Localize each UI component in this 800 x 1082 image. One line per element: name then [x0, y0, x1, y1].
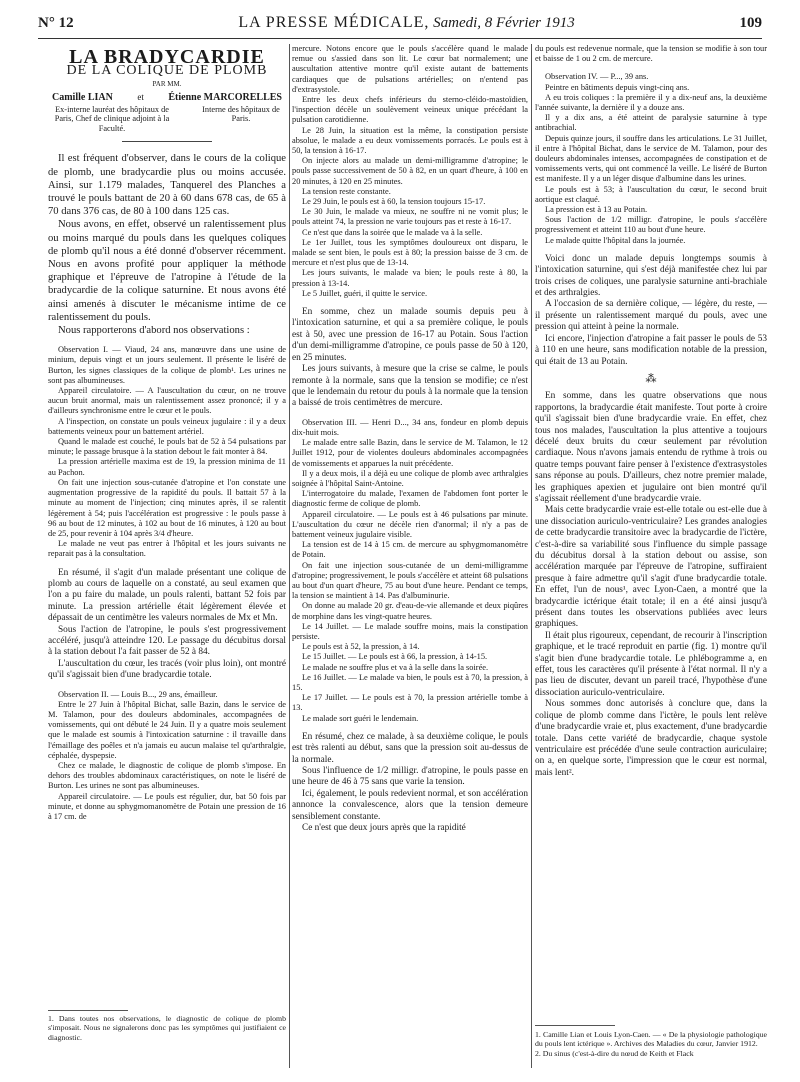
observation-paragraph: Le 15 Juillet. — Le pouls est à 66, la pression, à 14-15. — [302, 652, 488, 662]
paragraph: Mais cette bradycardie vraie est-elle totale ou est-elle due à une dissociation auriculo-ventriculaire? Les grandes analogies de cette bradycardie transitoire avec la bradycardie de l'ictère, c'est-à-dire sa variabilité sous l'influence du simple passage du décubitus dorsal à la station debout ou assise, son accélération marquée par l'épreuve de l'atropine, suffiraient presque à faire admettre qu'il s'agit d'une bradycardie totale. En effet, l'un de nous¹, avec Lyon-Caen, a montré que la bradycardie ictérique était totale; il en a été ainsi jusqu'à présent dans toutes les observations publiées avec leurs graphiques. — [535, 505, 767, 630]
observation-paragraph: Peintre en bâtiments depuis vingt-cinq ans. — [545, 82, 690, 92]
paragraph: En somme, dans les quatre observations que nous rapportons, la bradycardie était manifeste. Tout porte à croire qu'il s'agissait bien d'une bradycardie vraie. En effet, chez tous nos malades, l'auscultation la plus attentive a toujours décelé deux bruits du cœur seulement par révolution cardiaque. Nous n'avons jamais entendu de rythme à trois ou quatre temps pouvant faire penser à l'existence d'extrasystoles sans réponse au pouls. D'ailleurs, chez notre premier malade, les graphiques apexien et jugulaire ont bien montré qu'il s'agissait réellement d'une bradycardie vraie. — [535, 391, 767, 504]
paragraph: Les jours suivants, à mesure que la crise se calme, le pouls remonte à la normale, sans que la tension se modifie; ce n'est que le lendemain du retour du pouls à la normale que la tension a baissé de trois centimètres de mercure. — [292, 364, 528, 409]
observation-paragraph: Entre le 27 Juin à l'hôpital Bichat, salle Bazin, dans le service de M. Talamon, pour des douleurs abdominales, accompagnées de vomissements, qui ont débuté le 24 Juin. Il y a quatre mois seulement que le malade est soumis à l'intoxication saturnine : il travaille dans l'émaillage des poêles et n'a jamais eu aucun malaise tel qu'arthralgie, céphalée, dyspepsie. — [48, 699, 286, 760]
article-title: LA BRADYCARDIE — [69, 46, 265, 68]
journal-title — [238, 14, 574, 32]
observation-paragraph: On injecte alors au malade un demi-milligramme d'atropine; le pouls passe successivement de 50 à 82, en un quart d'heure, à 100 en 20 minutes, à 120 en 25 minutes. — [292, 156, 528, 186]
observation-paragraph: Appareil circulatoire. — Le pouls est à 46 pulsations par minute. L'auscultation du cœur ne décèle rien d'anormal; il n'y a pas de battement veineux jugulaire visible. — [292, 509, 528, 539]
observation-paragraph: Observation I. — Viaud, 24 ans, manœuvre dans une usine de minium, depuis vingt et un jours seulement. Il présente le liséré de Burton, les signes classiques de la colique de plomb¹. Les urines ne sont pas albumineuses. — [48, 345, 286, 385]
paragraph: Ici encore, l'injection d'atropine a fait passer le pouls de 53 à 110 en une heure, sans modification notable de la pression, qui était de 13 au Potain. — [535, 333, 767, 367]
observation-paragraph: Le 16 Juillet. — Le malade va bien, le pouls est à 70, la pression, à 15. — [292, 672, 528, 693]
observation-paragraph: Les jours suivants, le malade va bien; le pouls reste à 80, la pression à 13-14. — [292, 268, 528, 288]
author-1: Camille LIAN — [52, 92, 113, 104]
column-2 — [292, 44, 528, 1056]
paragraph: Sous l'action de l'atropine, le pouls s'est progressivement accéléré, jusqu'à atteindre 120. Le passage du décubitus dorsal à la station debout l'a fait passer de 52 à 84. — [48, 624, 286, 658]
paragraph: Nous sommes donc autorisés à conclure que, dans la colique de plomb comme dans l'ictère, le pouls lent relève d'une bradycardie vraie et, plus exactement, d'une bradycardie totale. Dans cette variété de bradycardie, chaque systole ventriculaire est précédée d'une seule contraction auriculaire; on a, en quelque sorte, l'impression que le cœur est normal, mais lent². — [535, 699, 767, 778]
observation-paragraph: La tension reste constante. — [302, 186, 391, 196]
paragraph: En somme, chez un malade soumis depuis peu à l'intoxication saturnine, et qui a sa première colique, le pouls est à 50, avec une pression de 16-17 au Potain. Sous l'action d'un demi-milligramme d'atropine, ce pouls passe de 50 à 120, en 25 minutes. — [292, 307, 528, 363]
authors — [52, 92, 282, 103]
observation-paragraph: Le 30 Juin, le malade va mieux, ne souffre ni ne vomit plus; le pouls atteint 74, la pression ne varie toujours pas et reste à 16-17. — [292, 207, 528, 227]
author-conjunction: et — [137, 92, 144, 103]
observation-paragraph: Le malade ne souffre plus et va à la selle dans la soirée. — [302, 662, 489, 672]
journal-name: LA PRESSE MÉDICALE, — [238, 14, 430, 31]
paragraph: En résumé, il s'agit d'un malade présentant une colique de plomb au cours de laquelle on a constaté, au seul examen que l'on a pu faire du malade, un pouls ralenti, battant 52 fois par minute. La pression artérielle était légèrement élevée et dépassait de un centimètre les valeurs normales de Mx et Mn. — [48, 567, 286, 624]
paragraph: Il est fréquent d'observer, dans le cours de la colique de plomb, une bradycardie plus ou moins accusée. Ainsi, sur 1.179 malades, Tanquerel des Planches a trouvé le pouls battant de 20 à 60 dans 678 cas, de 65 à 70 dans 376 cas, de 80 à 100 dans 125 cas. — [48, 153, 286, 218]
observation-paragraph: Le pouls est à 53; à l'auscultation du cœur, le second bruit aortique est claqué. — [535, 184, 767, 204]
observation-paragraph: Entre les deux chefs inférieurs du sterno-cléido-mastoïdien, l'inspection décèle un soulèvement veineux unique précédant la pulsation carotidienne. — [292, 95, 528, 125]
footnote-rule — [535, 1025, 615, 1026]
observation-paragraph: Observation IV. — P..., 39 ans. — [545, 72, 649, 82]
title-separator — [122, 141, 212, 142]
byline-par: PAR MM. — [152, 79, 182, 88]
observation-paragraph: mercure. Notons encore que le pouls s'accélère quand le malade remue ou s'assied dans son lit. Le cœur bat normalement; une auscultation attentive montre qu'il existe autant de battements cardiaques que de pulsations artérielles; on n'entend pas d'extrasystole. — [292, 44, 528, 94]
paragraph: Ici, également, le pouls redevient normal, et son accélération annonce la convalescence, alors que la tension demeure sensiblement constante. — [292, 788, 528, 822]
observation-paragraph: Observation III. — Henri D..., 34 ans, fondeur en plomb depuis dix-huit mois. — [292, 417, 528, 437]
paragraph: Sous l'influence de 1/2 milligr. d'atropine, le pouls passe en une heure de 46 à 75 sans que varie la tension. — [292, 766, 528, 788]
footnote: 2. Du sinus (c'est-à-dire du nœud de Keith et Flack — [535, 1048, 694, 1058]
observation-paragraph: A l'inspection, on constate un pouls veineux jugulaire : il y a deux battements veineux pour un battement artériel. — [48, 416, 286, 436]
observation-paragraph: L'interrogatoire du malade, l'examen de l'abdomen font porter le diagnostic ferme de colique de plomb. — [292, 489, 528, 509]
column-1 — [48, 44, 286, 1056]
footnote: 1. Dans toutes nos observations, le diagnostic de colique de plomb s'imposait. Nous ne signalerons donc pas les symptômes qui justifiaient ce diagnostic. — [48, 1014, 286, 1042]
paragraph: A l'occasion de sa dernière colique, — légère, du reste, — il présente un ralentissement marqué du pouls, avec une pression qui atteint à peine la normale. — [535, 299, 767, 333]
footnote: 1. Camille Lian et Louis Lyon-Caen. — « De la physiologie pathologique du pouls lent ictérique ». Archives des Maladies du cœur, Janvier 1912. — [535, 1030, 767, 1049]
observation-paragraph: Depuis quinze jours, il souffre dans les articulations. Le 31 Juillet, il entre à l'hôpital Bichat, dans le service de M. Talamon, pour des douleurs abdominales intenses, accompagnées de constipation et de vomissements verts, qui ont commencé la veille. Le liséré de Burton est manifeste. Il y a un léger disque d'albumine dans les urines. — [535, 133, 767, 184]
observation-paragraph: On fait une injection sous-cutanée de un demi-milligramme d'atropine; progressivement, le pouls s'accélère et atteint 68 pulsations au bout d'un quart d'heure, 75 au bout d'une heure. Pendant ce temps, la tension se maintient à 14. Pas d'albuminurie. — [292, 560, 528, 601]
author-2: Étienne MARCORELLES — [168, 92, 282, 104]
observation-paragraph: Le 28 Juin, la situation est la même, la constipation persiste absolue, le malade a eu deux vomissements porracés. Le pouls est à 50, la tension à 16-17. — [292, 125, 528, 156]
paragraph: Nous avons, en effet, observé un ralentissement plus ou moins marqué du pouls dans les quelques coliques de plomb qu'il nous a été donné d'observer récemment. Nous en avons profité pour appliquer la méthode graphique et l'épreuve de l'atropine à l'étude de la bradycardie de la colique saturnine. Et nous avons été ainsi amenés à discuter le mécanisme intime de ce ralentissement du pouls. — [48, 219, 286, 323]
observation-paragraph: Il y a deux mois, il a déjà eu une colique de plomb avec arthralgies soignée à l'hôpital Saint-Antoine. — [292, 468, 528, 488]
observation-paragraph: Le 5 Juillet, guéri, il quitte le service. — [302, 288, 428, 298]
paragraph: L'auscultation du cœur, les tracés (voir plus loin), ont montré qu'il s'agissait bien d'une bradycardie totale. — [48, 658, 286, 681]
article-subtitle: DE LA COLIQUE DE PLOMB — [66, 63, 268, 79]
journal-date: Samedi, 8 Février 1913 — [429, 15, 575, 31]
observation-paragraph: Chez ce malade, le diagnostic de colique de plomb s'impose. En dehors des troubles abdominaux caractéristiques, on note le liséré de Burton. Les urines ne sont pas albumineuses. — [48, 761, 286, 791]
paragraph: Il était plus rigoureux, cependant, de recourir à l'inscription graphique, et le tracé reproduit en partie (fig. 1) montre qu'il s'agit bien d'une bradycardie totale. Le phlébogramme a, en effet, tous les caractères qu'il présente à l'état normal. Il n'y a pas lieu de discuter, devant un pareil tracé, l'hypothèse d'une dissociation auriculo-ventriculaire. — [535, 630, 767, 698]
paragraph: Ce n'est que deux jours après que la rapidité — [302, 823, 466, 834]
observation-paragraph: La tension est de 14 à 15 cm. de mercure au sphygmomanomètre de Potain. — [292, 540, 528, 560]
page-number: 109 — [739, 15, 762, 31]
observation-paragraph: On donne au malade 20 gr. d'eau-de-vie allemande et deux piqûres de morphine dans les vingt-quatre heures. — [292, 601, 528, 621]
observation-paragraph: Ce n'est que dans la soirée que le malade va à la selle. — [302, 227, 483, 237]
issue-number: N° 12 — [38, 15, 74, 31]
column-3 — [535, 44, 767, 1056]
column-divider — [289, 44, 290, 1068]
section-ornament: ⁂ — [645, 372, 657, 385]
footnote-group — [535, 1030, 767, 1058]
observation-paragraph: Le 17 Juillet. — Le pouls est à 70, la pression artérielle tombe à 13. — [292, 693, 528, 713]
observation-paragraph: Appareil circulatoire. — Le pouls est régulier, dur, bat 50 fois par minute, et donne au sphygmomanomètre de Potain une pression de 16 à 17 cm. de — [48, 791, 286, 822]
observation-paragraph: Sous l'action de 1/2 milligr. d'atropine, le pouls s'accélère progressivement et atteint 110 au bout d'une heure. — [535, 215, 767, 235]
column-divider — [531, 44, 532, 1068]
observation-paragraph: Le malade sort guéri le lendemain. — [302, 713, 419, 723]
observation-paragraph: Le malade quitte l'hôpital dans la journée. — [545, 235, 686, 245]
observation-paragraph: Le 14 Juillet. — Le malade souffre moins, mais la constipation persiste. — [292, 621, 528, 641]
paragraph: Nous rapporterons d'abord nos observations : — [58, 325, 250, 337]
observation-paragraph: du pouls est redevenue normale, que la tension se modifie à son tour et baisse de 1 ou 2 cm. de mercure. — [535, 44, 767, 64]
paragraph: En résumé, chez ce malade, à sa deuxième colique, le pouls est très ralenti au début, sans que la pression soit au-dessus de la normale. — [292, 731, 528, 765]
observation-paragraph: On fait une injection sous-cutanée d'atropine et l'on constate une augmentation progressive de la rapidité du pouls. Il battait 57 à la minute au moment de l'injection; cinq minutes après, il se ralentit légèrement à 54; puis l'accélération est progressive : le pouls passe à 96 au bout de 12 minutes, à 102 au bout de 16 minutes, à 120 au bout de 25, pour revenir à 104 après 3/4 d'heure. — [48, 477, 286, 538]
observation-paragraph: La pression artérielle maxima est de 19, la pression minima de 11 au Pachon. — [48, 457, 286, 477]
observation-paragraph: Le 29 Juin, le pouls est à 60, la tension toujours 15-17. — [302, 197, 486, 207]
observation-paragraph: Le malade ne veut pas entrer à l'hôpital et les jours suivants ne reparait pas à la consultation. — [48, 539, 286, 559]
footnote-rule — [48, 1010, 128, 1011]
affiliation-1: Ex-interne lauréat des hôpitaux de Paris, Chef de clinique adjoint à la Faculté. — [54, 104, 170, 133]
header-rule — [38, 38, 762, 39]
observation-paragraph: La pression est à 13 au Potain. — [545, 205, 648, 215]
affiliation-2: Interne des hôpitaux de Paris. — [202, 104, 280, 124]
running-header — [38, 14, 762, 36]
observation-paragraph: Observation II. — Louis B..., 29 ans, émailleur. — [58, 689, 218, 699]
observation-paragraph: Le malade entre salle Bazin, dans le service de M. Talamon, le 12 Juillet 1912, pour de violentes douleurs abdominales accompagnées de vomissements et apparues la nuit précédente. — [292, 438, 528, 468]
observation-paragraph: Le 1er Juillet, tous les symptômes douloureux ont disparu, le malade se sent bien, le pouls est à 80; la pression baisse de 3 cm. de mercure et n'est plus que de 13-14. — [292, 237, 528, 268]
observation-paragraph: Quand le malade est couché, le pouls bat de 52 à 54 pulsations par minute; le passage brusque à la station debout le fait monter à 84. — [48, 437, 286, 457]
observation-paragraph: Le pouls est à 52, la pression, à 14. — [302, 642, 420, 652]
observation-paragraph: Appareil circulatoire. — A l'auscultation du cœur, on ne trouve aucun bruit anormal, mais un ralentissement assez prononcé; il y a d'ailleurs synchronisme entre le cœur et le pouls. — [48, 386, 286, 416]
paragraph: Voici donc un malade depuis longtemps soumis à l'intoxication saturnine, qui s'est déjà manifestée chez lui par trois crises de coliques, une paralysie saturnine anti-brachiale et des arthralgies. — [535, 253, 767, 299]
observation-paragraph: Il y a dix ans, a été atteint de paralysie saturnine à type antibrachial. — [535, 113, 767, 133]
affiliations — [48, 105, 286, 134]
observation-paragraph: A eu trois coliques : la première il y a dix-neuf ans, la deuxième l'année suivante, la dernière il y a douze ans. — [535, 92, 767, 113]
